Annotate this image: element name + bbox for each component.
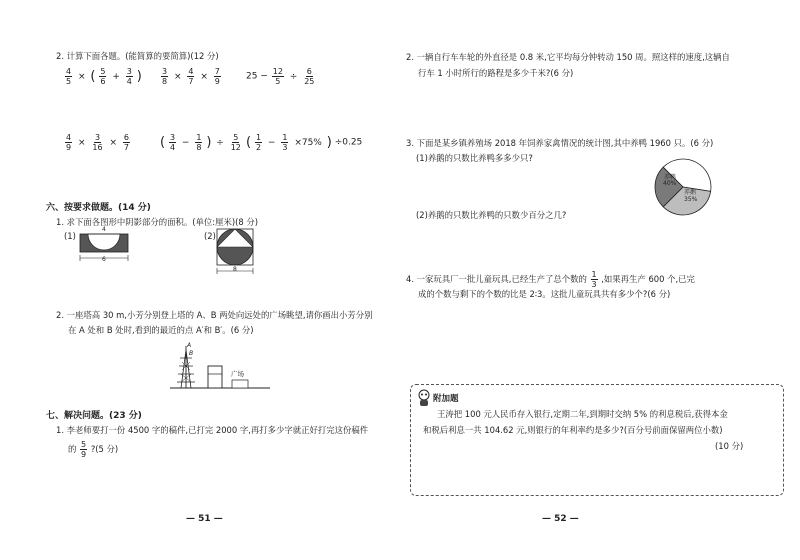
section-6-q1: 1. 求下面各图形中阴影部分的面积。(单位:厘米)(8 分) <box>56 217 259 227</box>
q4-line2: 成的个数与剩下的个数的比是 2∶3。这批儿童玩具共有多少个?(6 分) <box>418 289 671 299</box>
expr-1: $\frac{4}{5}$ × ( $\frac{5}{6}$ + $\frac{3}{4}$ ) <box>66 67 142 86</box>
q4-line1: 4. 一家玩具厂一批儿童玩具,已经生产了总个数的 $\frac{1}{3}$ ,如果再生产 600 个,已完 <box>406 270 695 289</box>
section-7-q1-line2: 的 $\frac{5}{9}$ ?(5 分) <box>68 440 119 459</box>
page-number-left: — 51 — <box>186 514 223 524</box>
tower-point-b: B <box>189 350 194 357</box>
page-number-right: — 52 — <box>542 514 579 524</box>
section-6-heading: 六、按要求做题。(14 分) <box>46 203 151 213</box>
figure-1-bottom-dimension: 6 <box>102 256 106 263</box>
q3-sub1: (1)养鹅的只数比养鸭多多少只? <box>416 153 533 163</box>
q3-line1: 3. 下面是某乡镇养殖场 2018 年饲养家禽情况的统计图,其中养鸭 1960 只。(6 分) <box>406 138 714 148</box>
pie-label-duck: 养鸭 <box>664 174 677 181</box>
bonus-title: 附加题 <box>433 394 459 404</box>
plaza-label: 广场 <box>231 370 244 378</box>
expr-2: $\frac{3}{8}$ × $\frac{4}{7}$ × $\frac{7}{9}$ <box>162 67 220 86</box>
section-6-q2-line1: 2. 一座塔高 30 m,小芳分别登上塔的 A、B 两处向远处的广场眺望,请你画出小芳分别 <box>56 310 373 320</box>
figure-1-top-dimension: 4 <box>102 226 106 233</box>
expr-4: $\frac{4}{9}$ × $\frac{3}{16}$ × $\frac{6}{7}$ <box>66 133 129 152</box>
expr-6: ( $\frac{1}{2}$ − $\frac{1}{3}$ ×75% ) ÷0.25 <box>246 133 363 152</box>
bonus-points: (10 分) <box>715 441 744 451</box>
section-6-q2-line2: 在 A 处和 B 处时,看到的最近的点 A′和 B′。(6 分) <box>68 325 254 335</box>
figure-2-label: (2) <box>204 231 216 241</box>
figure-1-label: (1) <box>64 231 76 241</box>
tower-point-a: A <box>187 342 192 349</box>
mascot-icon <box>417 389 431 407</box>
bonus-question-box <box>410 384 784 496</box>
section-7-q1-line1: 1. 李老师要打一份 4500 字的稿件,已打完 2000 字,再打多少字就正好打完这份稿件 <box>56 425 369 435</box>
q2-heading: 2. 计算下面各题。(能简算的要简算)(12 分) <box>56 51 219 61</box>
expr-3: 25 − $\frac{12}{5}$ ÷ $\frac{6}{25}$ <box>246 67 315 86</box>
q2-line1: 2. 一辆自行车车轮的外直径是 0.8 米,它平均每分钟转动 150 周。照这样的速度,这辆自 <box>406 52 730 62</box>
expr-5: ( $\frac{3}{4}$ − $\frac{1}{8}$ ) ÷ $\frac{5}{12}$ <box>160 133 241 152</box>
q2-line2: 行车 1 小时所行的路程是多少千米?(6 分) <box>418 68 574 78</box>
figure-2-bottom-dimension: 8 <box>233 266 237 273</box>
pie-value-goose: 35% <box>684 196 698 203</box>
section-7-heading: 七、解决问题。(23 分) <box>46 411 142 421</box>
tower-plaza-diagram <box>170 340 270 392</box>
poultry-pie-chart <box>652 156 714 218</box>
pie-label-goose: 养鹅 <box>684 189 697 196</box>
bonus-line1: 王涛把 100 元人民币存入银行,定期二年,到期时交纳 5% 的利息税后,获得本金 <box>437 409 728 419</box>
bonus-line2: 和税后利息一共 104.62 元,则银行的年利率约是多少?(百分号前面保留两位小数) <box>423 425 723 435</box>
q3-sub2: (2)养鹅的只数比养鸭的只数少百分之几? <box>416 210 567 220</box>
pie-value-duck: 40% <box>663 180 677 187</box>
